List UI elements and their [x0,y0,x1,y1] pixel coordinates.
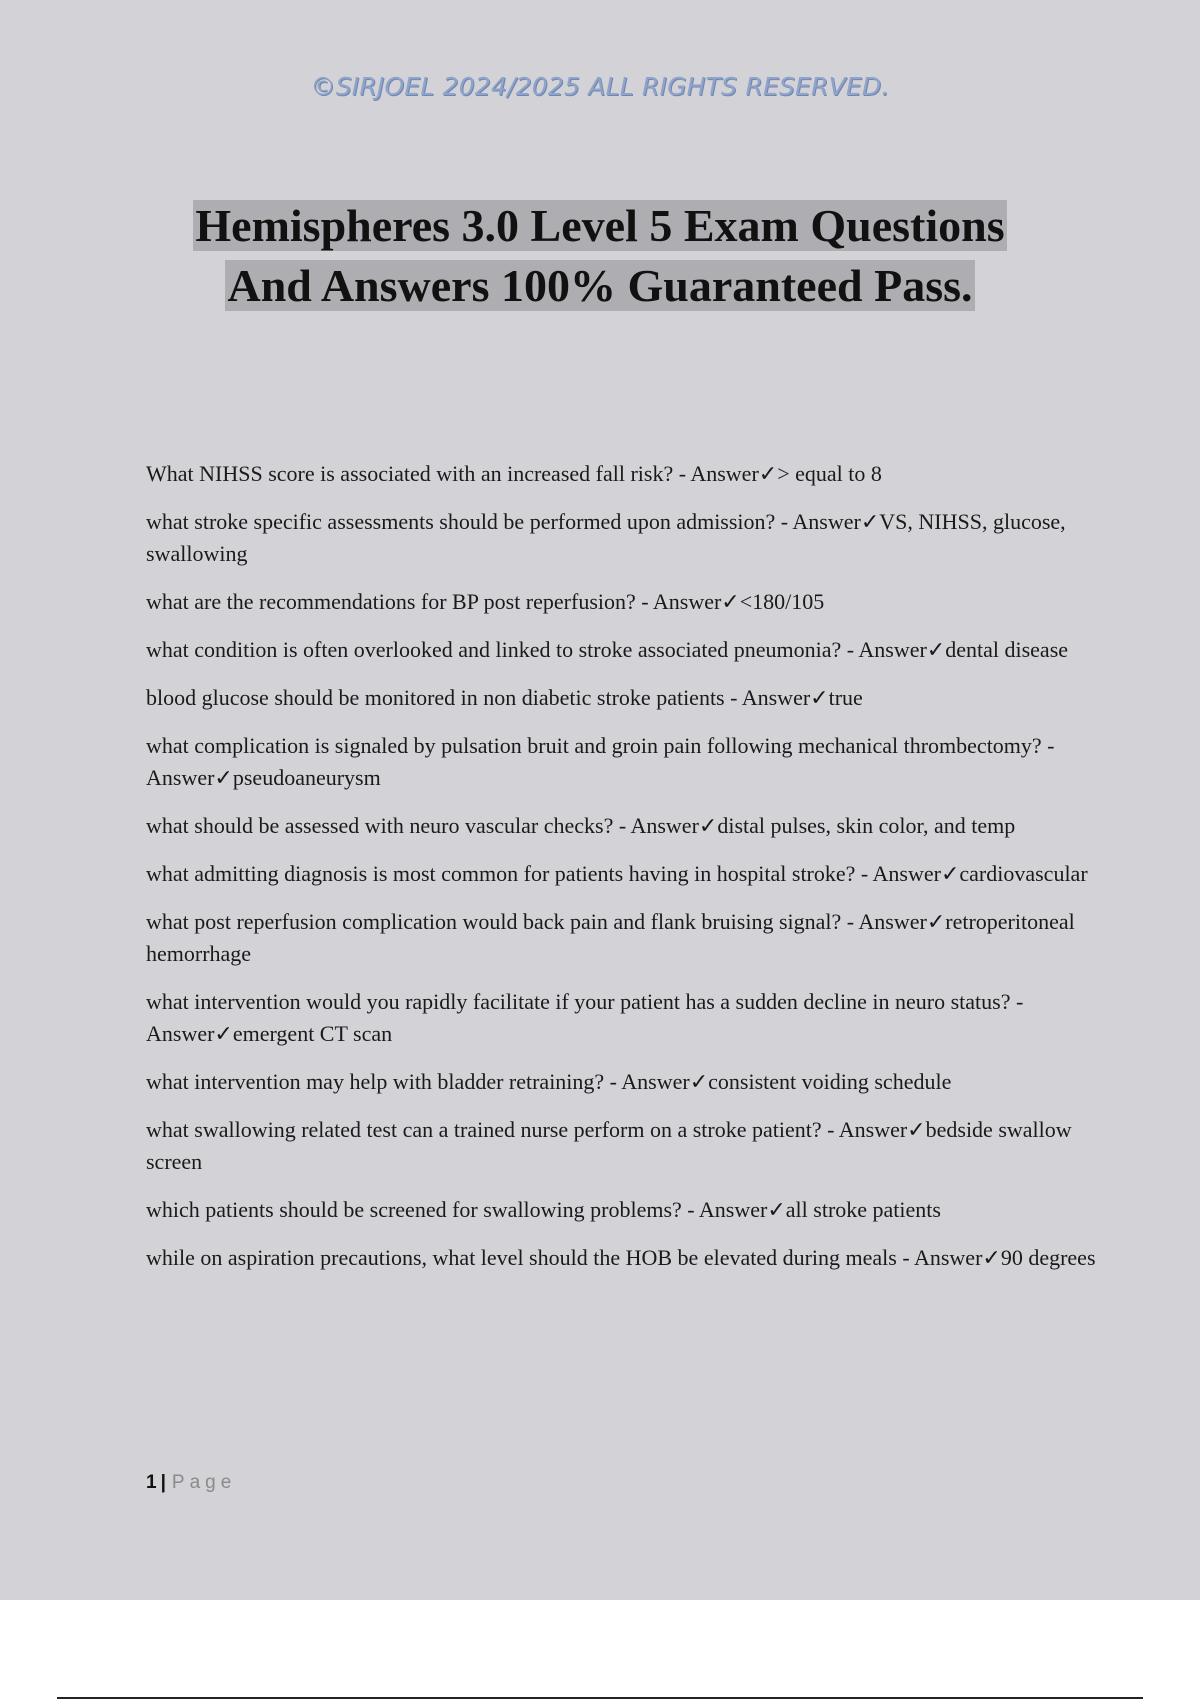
document-title [0,196,1200,316]
qa-item: what admitting diagnosis is most common for patients having in hospital stroke? - Answer✓cardiovascular [146,861,1088,886]
title-line-1: Hemispheres 3.0 Level 5 Exam Questions [195,200,1005,251]
qa-item: while on aspiration precautions, what level should the HOB be elevated during meals - Answer✓90 degrees [146,1245,1096,1270]
page-label: Page [171,1472,237,1493]
qa-item: what post reperfusion complication would back pain and flank bruising signal? - Answer✓retroperitoneal hemorrhage [146,909,1075,966]
qa-item: blood glucose should be monitored in non diabetic stroke patients - Answer✓true [146,685,863,710]
qa-item: what are the recommendations for BP post reperfusion? - Answer✓<180/105 [146,589,825,614]
page-number: 1 [146,1472,157,1493]
copyright-watermark: ©SIRJOEL 2024/2025 ALL RIGHTS RESERVED. [310,72,890,101]
qa-item: what complication is signaled by pulsation bruit and groin pain following mechanical thrombectomy? - Answer✓pseudoaneurysm [146,733,1055,790]
qa-item: what intervention would you rapidly facilitate if your patient has a sudden decline in neuro status? - Answer✓emergent CT scan [146,989,1024,1046]
qa-item: what stroke specific assessments should be performed upon admission? - Answer✓VS, NIHSS, glucose, swallowing [146,509,1066,566]
qa-list [146,458,1096,1290]
footer-separator: | [160,1472,166,1493]
title-line-2: And Answers 100% Guaranteed Pass. [227,260,973,311]
qa-item: what condition is often overlooked and linked to stroke associated pneumonia? - Answer✓dental disease [146,637,1069,662]
qa-item: what should be assessed with neuro vascular checks? - Answer✓distal pulses, skin color, and temp [146,813,1016,838]
bottom-divider [57,1697,1143,1699]
qa-item: What NIHSS score is associated with an increased fall risk? - Answer✓> equal to 8 [146,461,882,486]
qa-item: which patients should be screened for swallowing problems? - Answer✓all stroke patients [146,1197,941,1222]
page-footer [146,1472,236,1494]
qa-item: what intervention may help with bladder retraining? - Answer✓consistent voiding schedule [146,1069,952,1094]
qa-item: what swallowing related test can a trained nurse perform on a stroke patient? - Answer✓bedside swallow screen [146,1117,1072,1174]
